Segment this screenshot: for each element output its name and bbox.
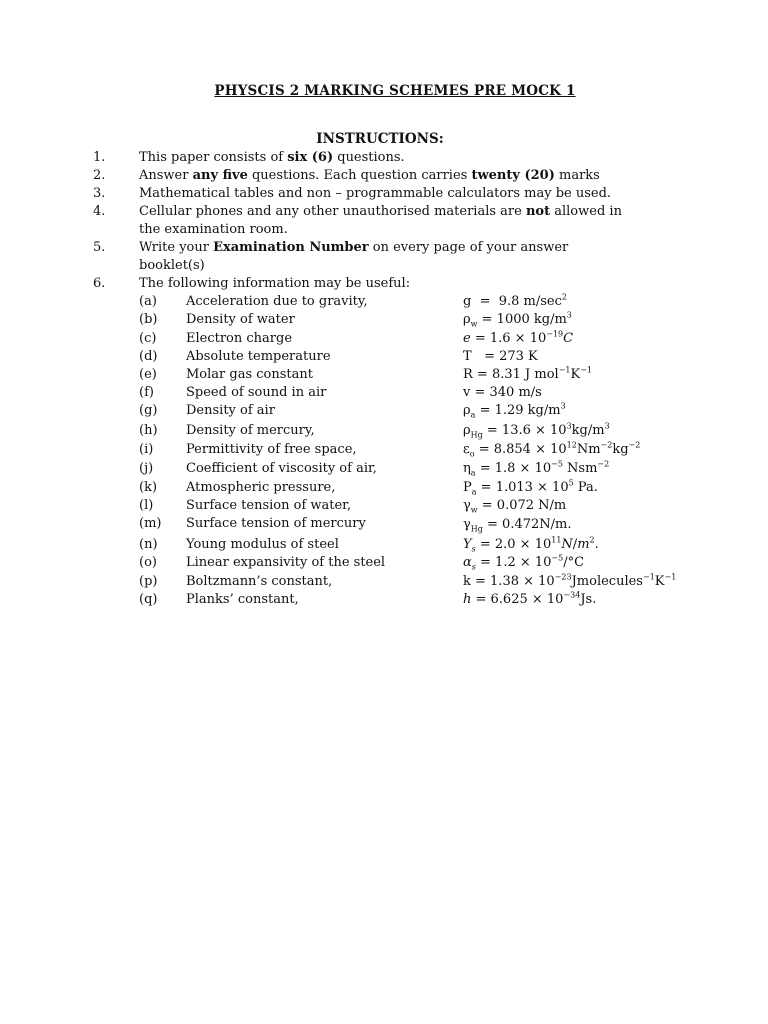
item-number: 4. bbox=[93, 204, 106, 219]
item-number: 2. bbox=[93, 168, 106, 183]
constant-letter: (d) bbox=[139, 349, 158, 364]
instruction-item: Cellular phones and any other unauthorised materials are not allowed in bbox=[139, 204, 622, 219]
constant-name: Density of air bbox=[186, 403, 275, 418]
constant-letter: (l) bbox=[139, 498, 154, 513]
instruction-item-continued: booklet(s) bbox=[139, 258, 205, 273]
constant-value: $\rho_w = 1000$ $kg/m^3$ bbox=[463, 310, 572, 329]
constant-name: Density of water bbox=[186, 312, 295, 327]
constant-letter: (g) bbox=[139, 403, 158, 418]
constant-value: $\eta_a = 1.8 \times 10^{-5}$ Nsm$^{-2}$ bbox=[463, 459, 610, 478]
instruction-item: Write your Examination Number on every page of your answer bbox=[139, 240, 569, 255]
constant-name: Density of mercury, bbox=[186, 423, 315, 438]
constant-letter: (c) bbox=[139, 331, 157, 346]
constant-name: Molar gas constant bbox=[186, 367, 313, 382]
item-number: 1. bbox=[93, 150, 106, 165]
constant-letter: (e) bbox=[139, 367, 157, 382]
instructions-heading: INSTRUCTIONS: bbox=[316, 131, 444, 147]
document-title: PHYSCIS 2 MARKING SCHEMES PRE MOCK 1 bbox=[214, 83, 576, 99]
constant-value: g = 9.8 $m/\sec^2$ bbox=[463, 292, 567, 309]
instruction-item: This paper consists of six (6) questions. bbox=[139, 150, 405, 165]
item-number: 6. bbox=[93, 276, 106, 291]
constant-letter: (q) bbox=[139, 592, 158, 607]
constant-name: Surface tension of water, bbox=[186, 498, 352, 513]
constant-letter: (j) bbox=[139, 461, 154, 476]
constant-value: $\varepsilon_o = 8.854 \times 10^{12}Nm^{-2}kg^{-2}$ bbox=[463, 440, 641, 459]
constant-letter: (i) bbox=[139, 442, 154, 457]
constant-value: $Y_s = 2.0 \times 10^{11}N/m^2$. bbox=[463, 535, 599, 554]
constant-name: Permittivity of free space, bbox=[186, 442, 357, 457]
instruction-item: Answer any five questions. Each question carries twenty (20) marks bbox=[139, 168, 600, 183]
constant-value: $\rho_a = 1.29$ $kg/m^3$ bbox=[463, 401, 566, 420]
item-number: 3. bbox=[93, 186, 106, 201]
constant-letter: (o) bbox=[139, 555, 157, 570]
constant-value: v = 340 m/s bbox=[463, 385, 542, 400]
constant-name: Linear expansivity of the steel bbox=[186, 555, 386, 570]
constant-value: R = 8.31 J $mol^{-1}K^{-1}$ bbox=[463, 365, 592, 382]
constant-value: $\alpha_s = 1.2 \times 10^{-5}/^\circ C$ bbox=[463, 553, 585, 572]
constant-value: T = 273 K bbox=[463, 349, 538, 364]
constant-value: $h = 6.625 \times 10^{-34}Js$. bbox=[463, 590, 597, 607]
constant-name: Speed of sound in air bbox=[186, 385, 327, 400]
constant-name: Absolute temperature bbox=[186, 349, 331, 364]
constant-value: $P_a = 1.013 \times 10^5$ Pa. bbox=[463, 478, 598, 497]
constant-letter: (n) bbox=[139, 537, 158, 552]
constant-value: $\rho_{Hg} = 13.6 \times 10^3kg/m^3$ bbox=[463, 421, 610, 440]
constant-name: Boltzmann’s constant, bbox=[186, 574, 333, 589]
constant-name: Electron charge bbox=[186, 331, 293, 346]
constant-name: Atmospheric pressure, bbox=[186, 480, 336, 495]
constant-name: Acceleration due to gravity, bbox=[186, 294, 368, 309]
constant-value: $\gamma_{Hg} = 0.472N/m$. bbox=[463, 517, 572, 534]
constant-name: Young modulus of steel bbox=[186, 537, 339, 552]
constant-letter: (a) bbox=[139, 294, 157, 309]
instruction-item: Mathematical tables and non – programmable calculators may be used. bbox=[139, 186, 612, 201]
constant-name: Surface tension of mercury bbox=[186, 516, 366, 531]
constant-name: Coefficient of viscosity of air, bbox=[186, 461, 377, 476]
constant-value: $e = 1.6 \times 10^{-19}C$ bbox=[463, 329, 574, 346]
constant-letter: (m) bbox=[139, 516, 162, 531]
item-number: 5. bbox=[93, 240, 106, 255]
constant-value: $k = 1.38 \times 10^{-23}Jmolecules^{-1}K^{-1}$ bbox=[463, 572, 677, 589]
instruction-item: The following information may be useful: bbox=[139, 276, 411, 291]
constant-letter: (f) bbox=[139, 385, 154, 400]
constant-value: $\gamma_w = 0.072$ N/m bbox=[463, 498, 567, 515]
constant-letter: (h) bbox=[139, 423, 158, 438]
constant-letter: (p) bbox=[139, 574, 158, 589]
constant-name: Planks’ constant, bbox=[186, 592, 299, 607]
instruction-item-continued: the examination room. bbox=[139, 222, 288, 237]
constant-letter: (b) bbox=[139, 312, 158, 327]
constant-letter: (k) bbox=[139, 480, 158, 495]
